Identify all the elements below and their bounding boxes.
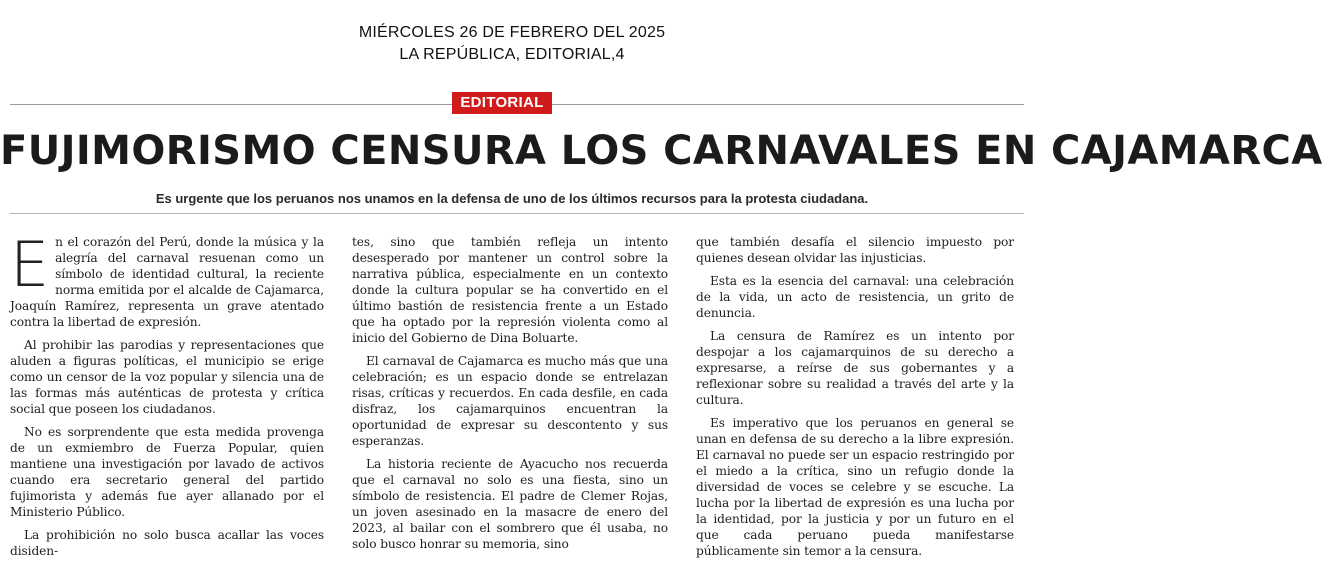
drop-cap: E [10, 228, 50, 301]
paragraph: Al prohibir las parodias y representaciones que aluden a figuras políticas, el municipio se erige como un censor de la voz popular y silencia una de las formas más auténticas de protesta y crítica social que poseen los ciudadanos. [10, 338, 324, 416]
paragraph: Esta es la esencia del carnaval: una celebración de la vida, un acto de resistencia, un grito de denuncia. [696, 274, 1014, 320]
paragraph: tes, sino que también refleja un intento desesperado por mantener un control sobre la narrativa pública, especialmente en un contexto donde la cultura popular se ha convertido en el último bastión de resistencia frente a un Estado que ha optado por la represión violenta como al inicio del Gobierno de Dina Boluarte. [352, 235, 668, 345]
paragraph: No es sorprendente que esta medida provenga de un exmiembro de Fuerza Popular, quien mantiene una investigación por lavado de activos cuando era secretario general del partido fujimorista y además fue ayer allanado por el Ministerio Público. [10, 425, 324, 519]
paragraph: El carnaval de Cajamarca es mucho más que una celebración; es un espacio donde se entrelazan risas, críticas y recuerdos. En cada desfile, en cada disfraz, los cajamarquinos encuentran la oportunidad de expresar su descontento y sus esperanzas. [352, 354, 668, 448]
publication-date: MIÉRCOLES 26 DE FEBRERO DEL 2025 [358, 24, 666, 41]
paragraph: que también desafía el silencio impuesto por quienes desean olvidar las injusticias. [696, 235, 1014, 265]
section-tag: EDITORIAL [452, 92, 552, 114]
article-column-1 [10, 228, 324, 566]
paragraph: En el corazón del Perú, donde la música y la alegría del carnaval resuenan como un símbolo de identidad cultural, la reciente norma emitida por el alcalde de Cajamarca, Joaquín Ramírez, representa un grave atentado contra la libertad de expresión. [10, 228, 324, 329]
subheadline: Es urgente que los peruanos nos unamos en la defensa de uno de los últimos recursos para la protesta ciudadana. [155, 191, 869, 206]
paragraph: La censura de Ramírez es un intento por despojar a los cajamarquinos de su derecho a expresarse, a reírse de sus gobernantes y a reflexionar sobre su realidad a través del arte y la cultura. [696, 329, 1014, 407]
publication-source: LA REPÚBLICA, EDITORIAL,4 [399, 46, 625, 63]
headline: FUJIMORISMO CENSURA LOS CARNAVALES EN CAJAMARCA [0, 128, 1323, 174]
paragraph: La historia reciente de Ayacucho nos recuerda que el carnaval no solo es una fiesta, sino un símbolo de resistencia. El padre de Clemer Rojas, un joven asesinado en la masacre de enero del 2023, al bailar con el sombrero que él usaba, no solo busco honrar su memoria, sino [352, 457, 668, 551]
article-column-3 [696, 234, 1014, 566]
paragraph: La prohibición no solo busca acallar las voces disiden- [10, 528, 324, 558]
paragraph: Es imperativo que los peruanos en general se unan en defensa de su derecho a la libre expresión. El carnaval no puede ser un espacio restringido por el miedo a la crítica, sino un refugio donde la diversidad de voces se celebre y se escuche. La lucha por la libertad de expresión es una lucha por la identidad, por la justicia y por un futuro en el que cada peruano pueda manifestarse públicamente sin temor a la censura. [696, 416, 1014, 558]
subhead-rule [10, 213, 1024, 214]
article-column-2 [352, 234, 668, 559]
